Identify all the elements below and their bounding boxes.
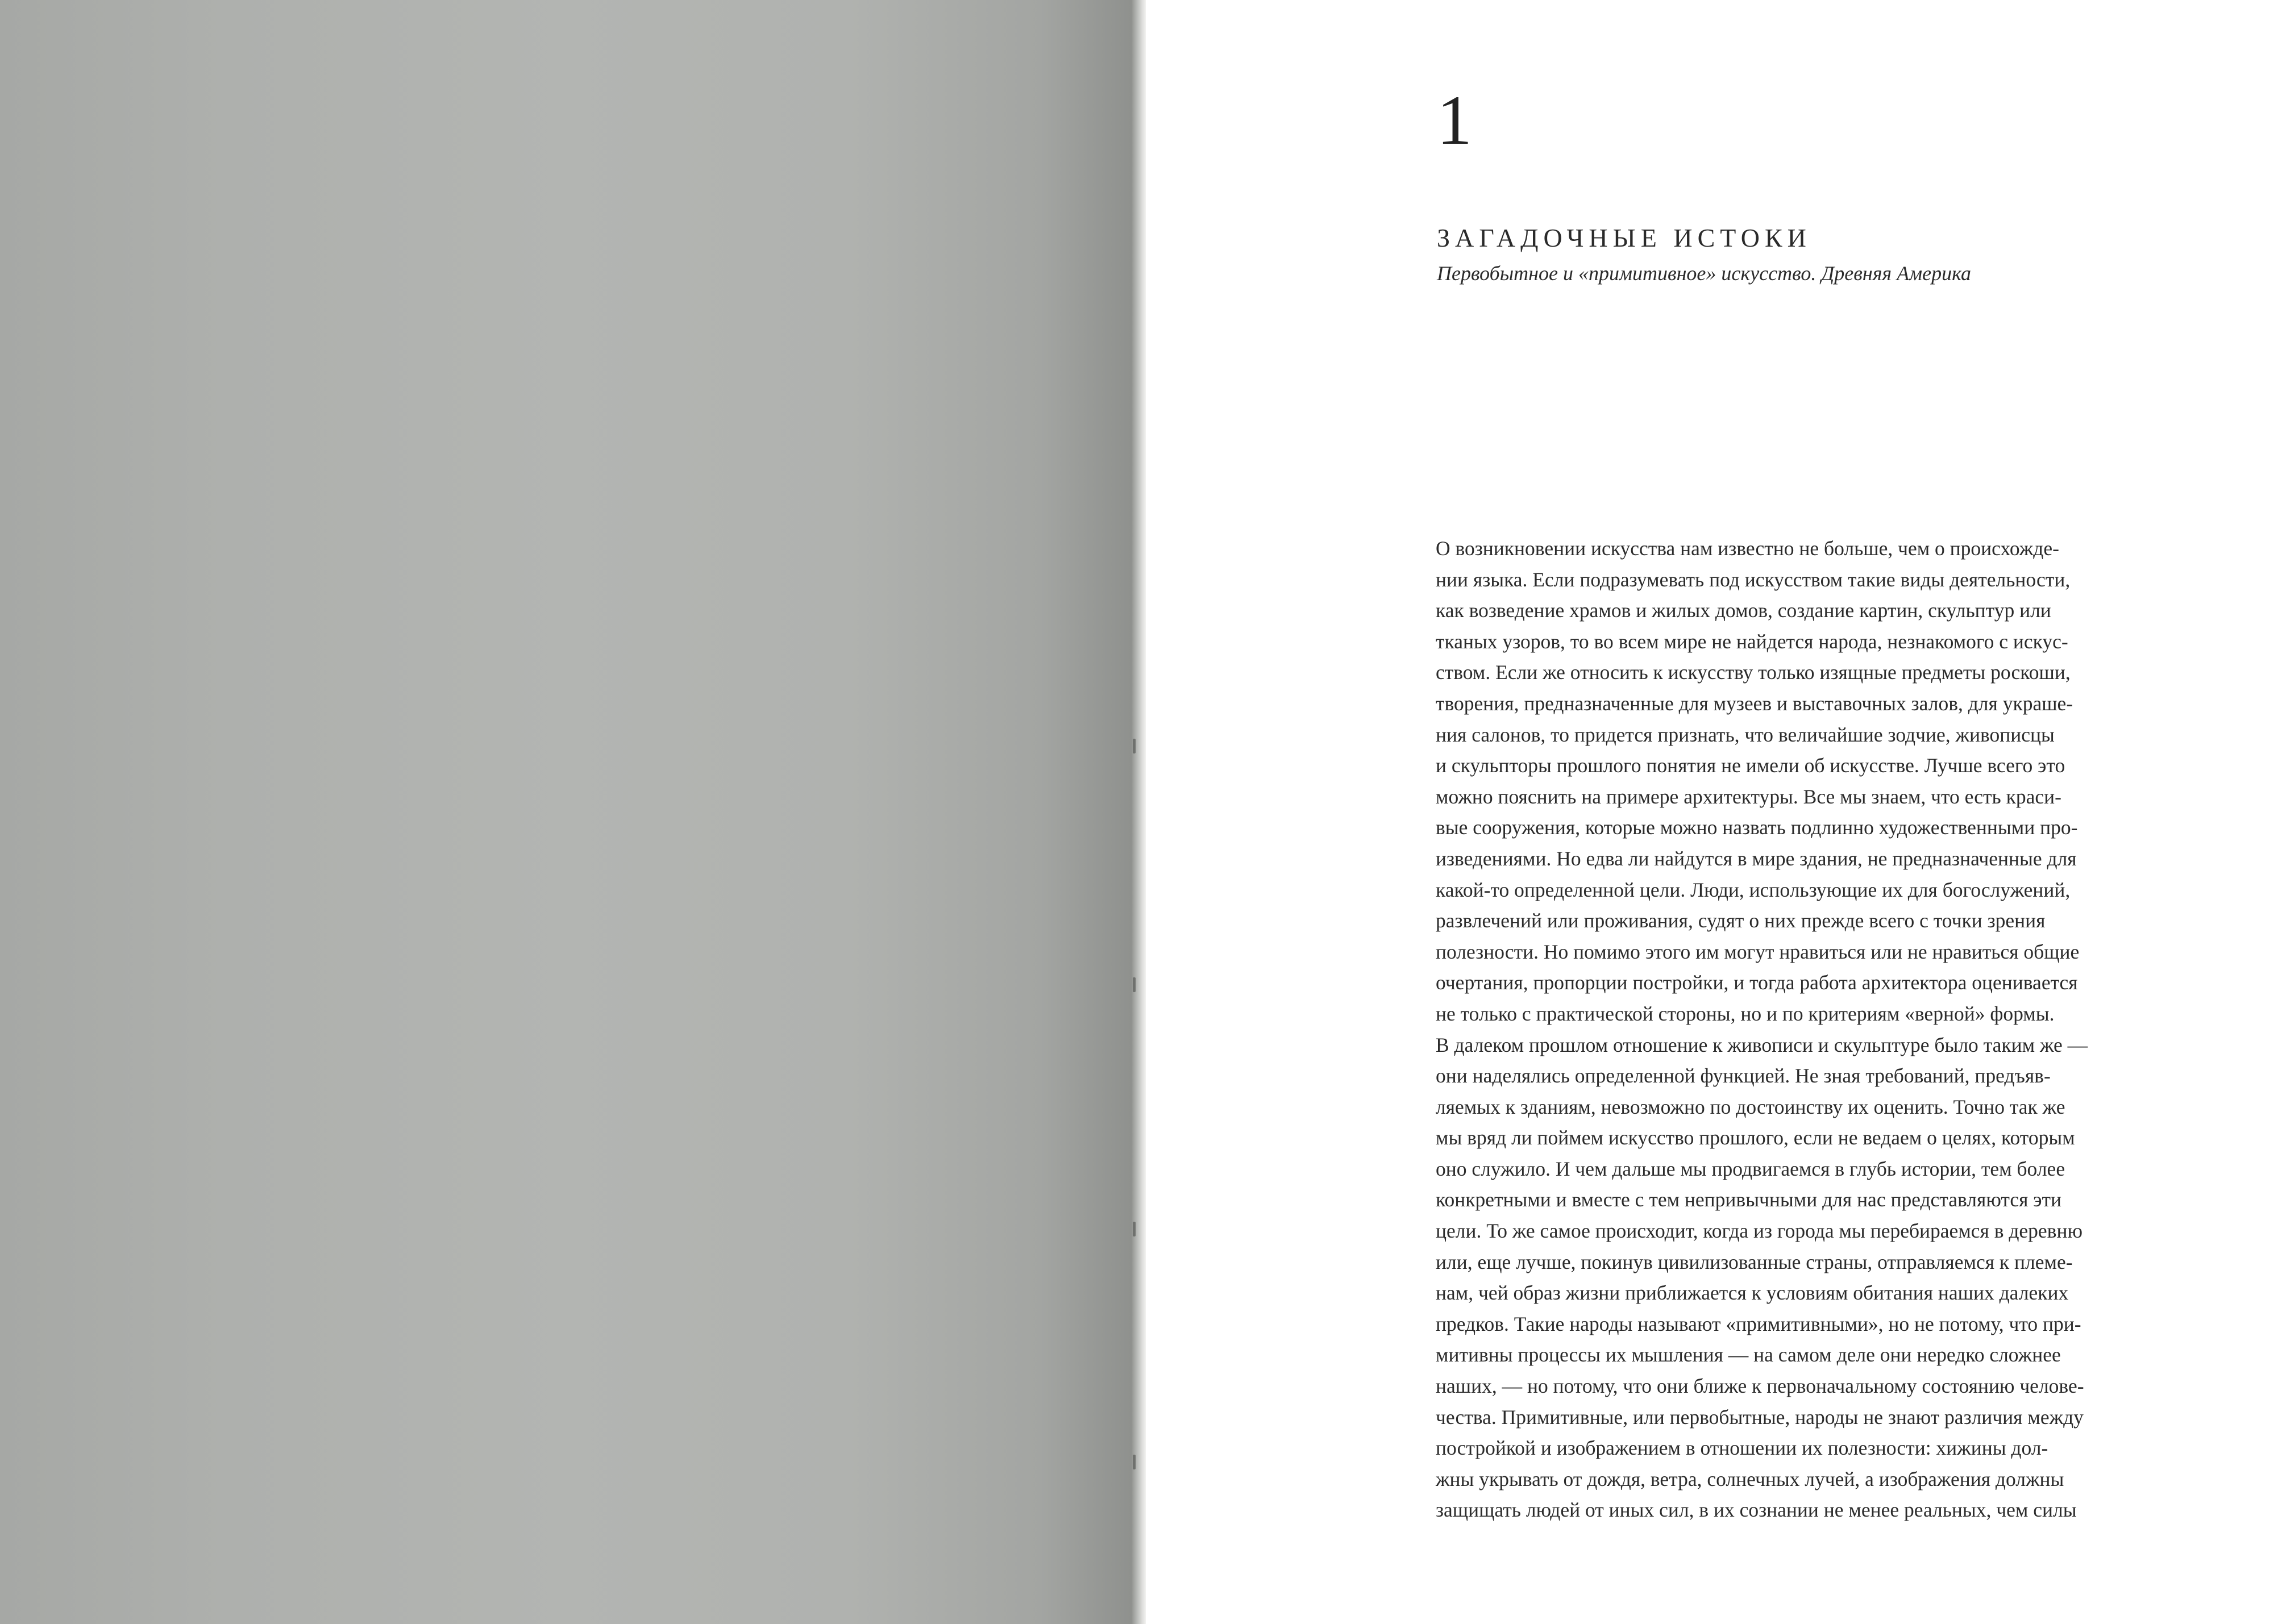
chapter-subtitle: Первобытное и «примитивное» искусство. Древняя Америка (1437, 262, 1972, 285)
binding-stitches (1133, 0, 1136, 1624)
body-text-line: конкретными и вместе с тем непривычными для нас представляются эти (1436, 1188, 2062, 1211)
body-text-line: жны укрывать от дождя, ветра, солнечных лучей, а изображения должны (1436, 1467, 2064, 1490)
left-page-blank (0, 0, 1131, 1624)
body-text-line: полезности. Но помимо этого им могут нравиться или не нравиться общие (1436, 940, 2080, 963)
body-text-line: как возведение храмов и жилых домов, создание картин, скульптур или (1436, 599, 2051, 622)
body-text-line: ния салонов, то придется признать, что величайшие зодчие, живописцы (1436, 723, 2055, 746)
body-text-line: тканых узоров, то во всем мире не найдется народа, незнакомого с искус- (1436, 630, 2068, 653)
body-text-line: цели. То же самое происходит, когда из города мы перебираемся в деревню (1436, 1219, 2083, 1243)
body-text-line: или, еще лучше, покинув цивилизованные страны, отправляемся к племе- (1436, 1250, 2073, 1273)
body-text-line: какой-то определенной цели. Люди, использующие их для богослужений, (1436, 878, 2071, 901)
body-text-line: они наделялись определенной функцией. Не зная требований, предъяв- (1436, 1064, 2051, 1088)
body-text-line: можно пояснить на примере архитектуры. Все мы знаем, что есть краси- (1436, 785, 2061, 808)
body-text-line: защищать людей от иных сил, в их сознании не менее реальных, чем силы (1436, 1498, 2077, 1522)
body-text-line: мы вряд ли поймем искусство прошлого, если не ведаем о целях, которым (1436, 1126, 2075, 1150)
body-text-line: ством. Если же относить к искусству только изящные предметы роскоши, (1436, 661, 2071, 684)
body-text-line: нам, чей образ жизни приближается к условиям обитания наших далеких (1436, 1281, 2069, 1305)
body-text-line: наших, — но потому, что они ближе к первоначальному состоянию челове- (1436, 1375, 2084, 1398)
body-text-line: чества. Примитивные, или первобытные, народы не знают различия между (1436, 1405, 2084, 1429)
body-text-line: вые сооружения, которые можно назвать подлинно художественными про- (1436, 816, 2078, 839)
binding-stitch (1133, 977, 1136, 992)
body-text-line: развлечений или проживания, судят о них прежде всего с точки зрения (1436, 909, 2046, 932)
body-text-line: нии языка. Если подразумевать под искусством такие виды деятельности, (1436, 568, 2071, 591)
body-text-line: митивны процессы их мышления — на самом деле они нередко сложнее (1436, 1343, 2061, 1367)
body-text-line: постройкой и изображением в отношении их полезности: хижины дол- (1436, 1436, 2048, 1460)
body-text-line: изведениями. Но едва ли найдутся в мире здания, не предназначенные для (1436, 847, 2077, 870)
body-text-line: оно служило. И чем дальше мы продвигаемся в глубь истории, тем более (1436, 1157, 2065, 1180)
body-paragraph (1436, 533, 2186, 1526)
body-text-line: ляемых к зданиям, невозможно по достоинству их оценить. Точно так же (1436, 1095, 2065, 1118)
body-text-line: не только с практической стороны, но и по критериям «верной» формы. (1436, 1002, 2055, 1025)
binding-stitch (1133, 1222, 1136, 1236)
right-page (1146, 0, 2282, 1624)
body-text-line: очертания, пропорции постройки, и тогда работа архитектора оценивается (1436, 971, 2078, 994)
body-text-line: О возникновении искусства нам известно не больше, чем о происхожде- (1436, 537, 2059, 560)
binding-stitch (1133, 1455, 1136, 1469)
body-text-line: творения, предназначенные для музеев и выставочных залов, для украше- (1436, 692, 2073, 715)
binding-stitch (1133, 739, 1136, 753)
body-text-line: В далеком прошлом отношение к живописи и скульптуре было таким же — (1436, 1033, 2088, 1056)
body-text-line: предков. Такие народы называют «примитивными», но не потому, что при- (1436, 1312, 2081, 1335)
chapter-number: 1 (1437, 81, 1472, 159)
body-text-line: и скульпторы прошлого понятия не имели об искусстве. Лучше всего это (1436, 754, 2065, 777)
chapter-title: ЗАГАДОЧНЫЕ ИСТОКИ (1437, 223, 1811, 252)
